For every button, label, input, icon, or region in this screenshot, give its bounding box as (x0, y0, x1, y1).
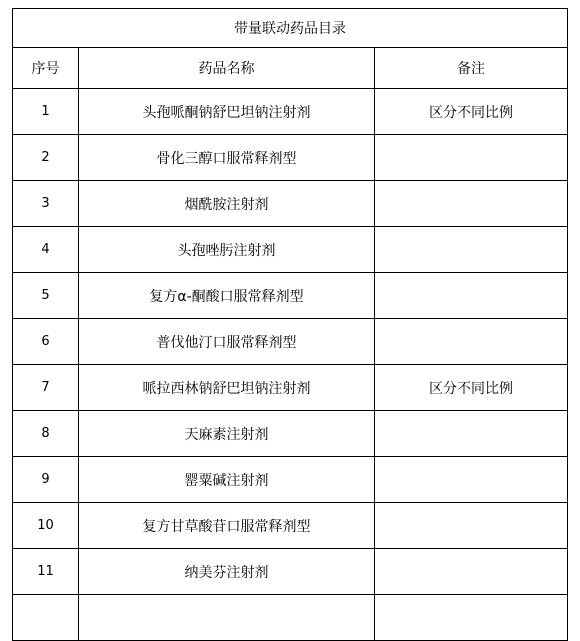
row-note (375, 549, 568, 595)
row-index: 4 (13, 227, 79, 273)
table-row (13, 457, 568, 503)
table-row (13, 227, 568, 273)
row-note (375, 227, 568, 273)
row-index: 8 (13, 411, 79, 457)
row-note (375, 457, 568, 503)
drug-name: 普伐他汀口服常释剂型 (79, 319, 375, 365)
drug-name: 纳美芬注射剂 (79, 549, 375, 595)
header-note: 备注 (375, 48, 568, 89)
row-index: 9 (13, 457, 79, 503)
drug-name (79, 595, 375, 641)
table-row (13, 319, 568, 365)
header-index: 序号 (13, 48, 79, 89)
row-note (375, 319, 568, 365)
table-title: 带量联动药品目录 (13, 9, 568, 48)
table-row (13, 135, 568, 181)
row-note: 区分不同比例 (375, 89, 568, 135)
row-index: 3 (13, 181, 79, 227)
drug-name: 罂粟碱注射剂 (79, 457, 375, 503)
drug-name: 复方α-酮酸口服常释剂型 (79, 273, 375, 319)
drug-name: 天麻素注射剂 (79, 411, 375, 457)
drug-name: 骨化三醇口服常释剂型 (79, 135, 375, 181)
table-row (13, 89, 568, 135)
table-row (13, 181, 568, 227)
drug-name: 头孢唑肟注射剂 (79, 227, 375, 273)
drug-name: 复方甘草酸苷口服常释剂型 (79, 503, 375, 549)
drug-name: 头孢哌酮钠舒巴坦钠注射剂 (79, 89, 375, 135)
table-row (13, 549, 568, 595)
table-row (13, 503, 568, 549)
row-note (375, 135, 568, 181)
drug-catalog-sheet (12, 8, 567, 641)
row-index: 10 (13, 503, 79, 549)
row-index: 5 (13, 273, 79, 319)
row-index: 7 (13, 365, 79, 411)
header-drug-name: 药品名称 (79, 48, 375, 89)
row-index: 11 (13, 549, 79, 595)
table-row (13, 411, 568, 457)
row-note: 区分不同比例 (375, 365, 568, 411)
row-note (375, 503, 568, 549)
row-index: 6 (13, 319, 79, 365)
table-row (13, 595, 568, 641)
header-row (13, 48, 568, 89)
row-note (375, 595, 568, 641)
row-index (13, 595, 79, 641)
row-note (375, 273, 568, 319)
drug-name: 烟酰胺注射剂 (79, 181, 375, 227)
drug-name: 哌拉西林钠舒巴坦钠注射剂 (79, 365, 375, 411)
row-note (375, 411, 568, 457)
row-note (375, 181, 568, 227)
title-row (13, 9, 568, 48)
row-index: 1 (13, 89, 79, 135)
table-row (13, 365, 568, 411)
drug-catalog-table (12, 8, 568, 641)
table-row (13, 273, 568, 319)
row-index: 2 (13, 135, 79, 181)
